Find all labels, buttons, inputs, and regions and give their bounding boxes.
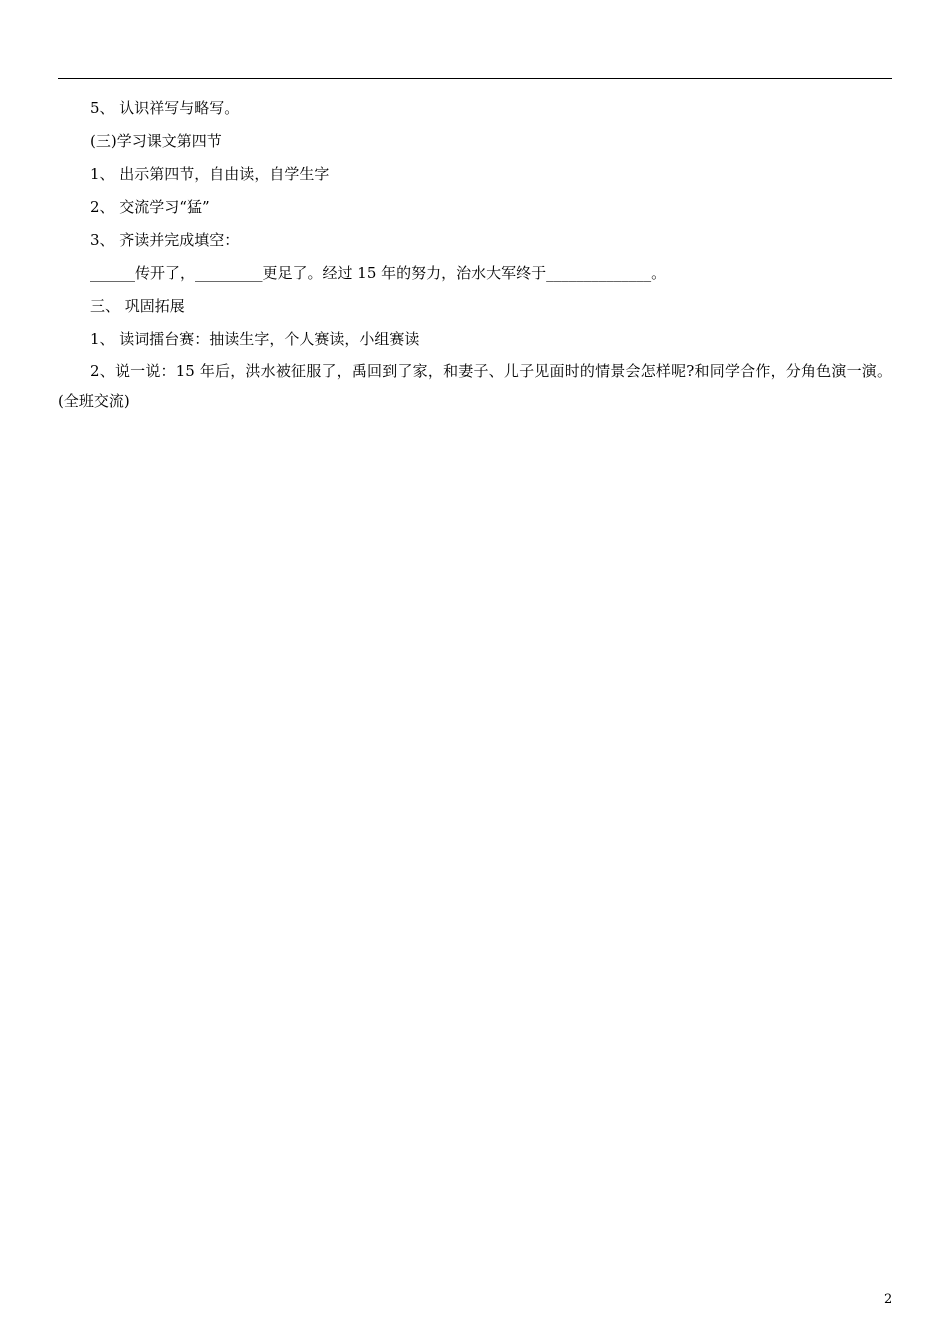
list-item: 1、 出示第四节，自由读，自学生字 — [90, 165, 330, 183]
section-heading: 三、 巩固拓展 — [90, 297, 185, 315]
document-body — [58, 92, 892, 416]
page-number: 2 — [884, 1292, 893, 1307]
section-heading: (三)学习课文第四节 — [90, 132, 222, 150]
list-item: 5、 认识祥写与略写。 — [90, 99, 240, 117]
header-rule — [58, 78, 892, 79]
fill-in-blank-sentence: ______传开了，_________更足了。经过 15 年的努力，治水大军终于______________。 — [90, 264, 667, 282]
list-item: 1、 读词擂台赛：抽读生字，个人赛读，小组赛读 — [90, 330, 420, 348]
list-item: 3、 齐读并完成填空： — [90, 231, 240, 249]
list-item: 2、说一说：15 年后，洪水被征服了，禹回到了家，和妻子、儿子见面时的情景会怎样呢?和同学合作，分角色演一演。 (全班交流) — [58, 362, 892, 410]
list-item: 2、 交流学习“猛” — [90, 198, 210, 216]
